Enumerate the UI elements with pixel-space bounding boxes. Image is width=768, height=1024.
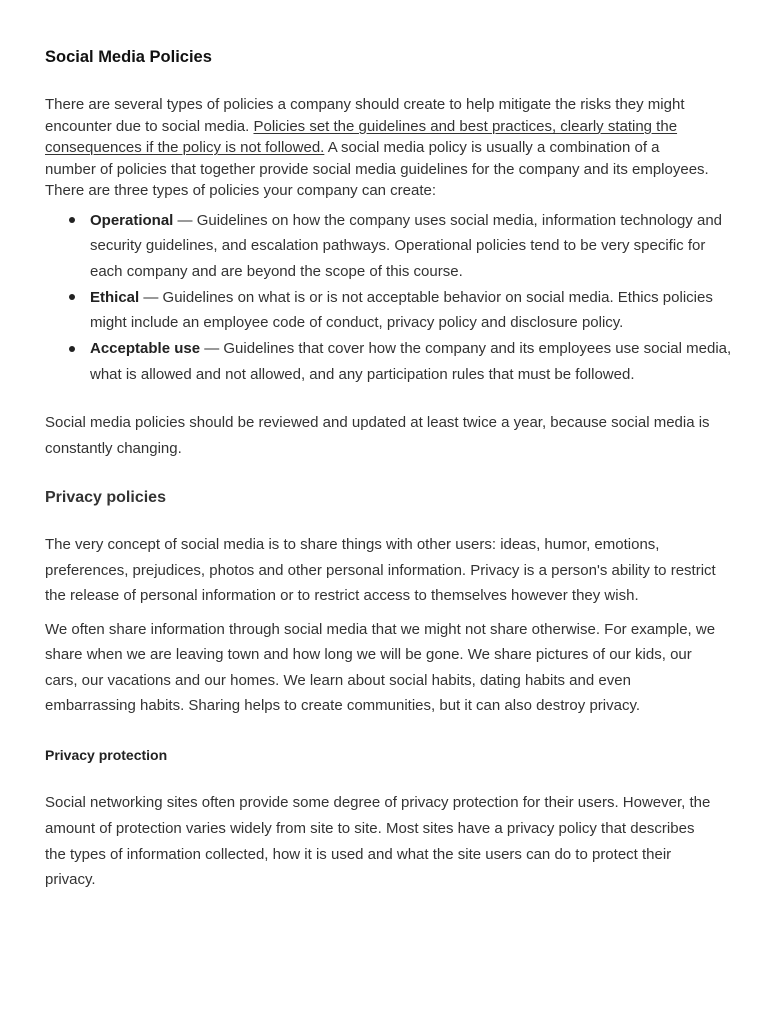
policy-type-first-line	[90, 208, 768, 234]
paragraph-line: constantly changing.	[45, 439, 182, 457]
bullet-icon	[69, 217, 75, 223]
policy-type-description: — Guidelines on how the company uses social media, information technology and	[177, 211, 723, 229]
policy-types-list	[45, 208, 768, 388]
policy-type-description-line: what is allowed and not allowed, and any participation rules that must be followed.	[90, 365, 635, 383]
paragraph-line: cars, our vacations and our homes. We learn about social habits, dating habits and even	[45, 671, 631, 689]
paragraph-line: the types of information collected, how it is used and what the site users can do to protect their	[45, 845, 672, 863]
paragraph-line: amount of protection varies widely from site to site. Most sites have a privacy policy that describes	[45, 819, 695, 837]
section-heading-privacy-policies: Privacy policies	[45, 489, 166, 507]
underlined-emphasis: consequences if the policy is not followed.	[45, 139, 325, 156]
policy-type-first-line	[90, 336, 768, 362]
paragraph-line: the release of personal information or to restrict access to themselves however they wish.	[45, 587, 639, 605]
bullet-icon	[69, 346, 75, 352]
policy-type-description-line: security guidelines, and escalation pathways. Operational policies tend to be very specific for	[90, 237, 706, 255]
privacy-concept-paragraph	[45, 532, 768, 609]
policy-type-item-operational	[90, 208, 768, 285]
paragraph-line: share when we are leaving town and how long we will be gone. We share pictures of our kids, our	[45, 646, 692, 664]
review-paragraph	[45, 410, 768, 461]
policy-type-description: — Guidelines that cover how the company and its employees use social media,	[204, 340, 732, 358]
paragraph-line: Social networking sites often provide some degree of privacy protection for their users. However, the	[45, 794, 711, 812]
paragraph-line	[45, 116, 768, 138]
paragraph-line: We often share information through social media that we might not share otherwise. For example, we	[45, 620, 716, 638]
policy-type-description-line: might include an employee code of conduct, privacy policy and disclosure policy.	[90, 314, 624, 332]
privacy-sharing-paragraph	[45, 617, 768, 719]
policy-type-term: Acceptable use	[90, 340, 201, 358]
line-text: encounter due to social media.	[45, 117, 250, 135]
underlined-emphasis: Policies set the guidelines and best practices, clearly stating the	[253, 117, 678, 135]
paragraph-line: The very concept of social media is to share things with other users: ideas, humor, emotions,	[45, 536, 660, 554]
paragraph-line: preferences, prejudices, photos and other personal information. Privacy is a person's ability to restrict	[45, 561, 716, 579]
policy-type-item-acceptable-use	[90, 336, 768, 387]
page-title: Social Media Policies	[45, 48, 212, 66]
line-text: A social media policy is usually a combination of a	[327, 139, 660, 156]
policy-type-description: — Guidelines on what is or is not acceptable behavior on social media. Ethics policies	[143, 288, 713, 306]
policy-type-description-line: each company and are beyond the scope of this course.	[90, 262, 463, 280]
policy-type-first-line	[90, 285, 768, 311]
subsection-heading-privacy-protection: Privacy protection	[45, 747, 168, 764]
paragraph-line: Social media policies should be reviewed and updated at least twice a year, because social media is	[45, 414, 710, 432]
paragraph-line: number of policies that together provide social media guidelines for the company and its employees.	[45, 160, 709, 178]
intro-paragraph	[45, 94, 768, 202]
paragraph-line: embarrassing habits. Sharing helps to create communities, but it can also destroy privacy.	[45, 697, 641, 715]
privacy-protection-paragraph	[45, 790, 768, 893]
paragraph-line	[45, 137, 768, 159]
policy-type-term: Operational	[90, 211, 174, 229]
paragraph-line: There are several types of policies a company should create to help mitigate the risks they might	[45, 96, 685, 113]
paragraph-line: privacy.	[45, 871, 96, 889]
bullet-icon	[69, 294, 75, 300]
paragraph-line: There are three types of policies your company can create:	[45, 182, 437, 199]
policy-type-item-ethical	[90, 285, 768, 336]
policy-type-term: Ethical	[90, 288, 140, 306]
